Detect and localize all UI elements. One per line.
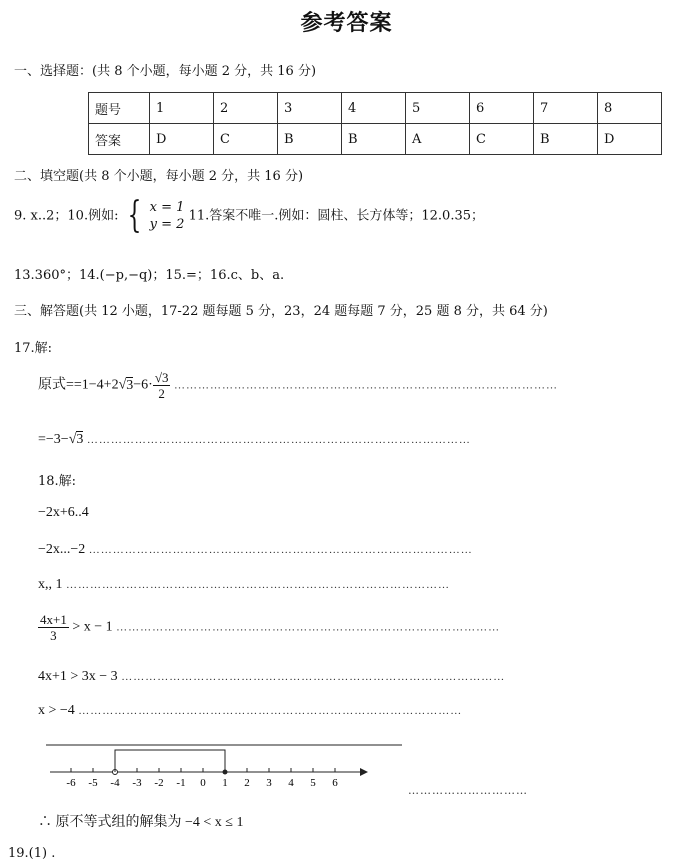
q18-step-5 xyxy=(38,669,505,685)
q18-step-3-expr: x,, 1 xyxy=(38,577,63,592)
table-cell: 1 xyxy=(150,93,214,124)
fill-line-1 xyxy=(14,195,485,236)
radicand: 3 xyxy=(76,432,84,447)
q18-step-6-expr: x > −4 xyxy=(38,703,75,718)
table-cell: B xyxy=(342,124,406,155)
dotted-leader: …………………………………………………………………………………… xyxy=(78,705,463,717)
q18-step-4 xyxy=(38,612,500,643)
q17-label: 17.解: xyxy=(14,341,53,356)
q17-step-2 xyxy=(38,432,471,448)
q17-step-1 xyxy=(38,370,558,401)
section-fill-heading: 二、填空题(共 8 个小题，每小题 2 分，共 16 分) xyxy=(14,169,304,184)
tick-label: 5 xyxy=(310,777,316,789)
fraction xyxy=(153,370,171,401)
table-cell: C xyxy=(214,124,278,155)
tick-label: 4 xyxy=(288,777,294,789)
fill-q11-q12: 11.答案不唯一.例如：圆柱、长方体等；12.0.35； xyxy=(188,208,485,224)
table-cell: 7 xyxy=(534,93,598,124)
table-row xyxy=(89,93,662,124)
axis-arrow-icon xyxy=(360,768,368,776)
fraction-numerator: 4x+1 xyxy=(40,612,67,627)
radical-symbol: √ xyxy=(68,432,77,447)
table-cell: B xyxy=(534,124,598,155)
fraction-denominator: 3 xyxy=(50,628,57,643)
section-choice-heading: 一、选择题：(共 8 个小题，每小题 2 分，共 16 分) xyxy=(14,64,317,79)
fraction-numerator: √3 xyxy=(154,370,169,385)
fraction-denominator: 2 xyxy=(158,386,165,401)
q18-step-5-expr: 4x+1 > 3x − 3 xyxy=(38,669,118,684)
answer-table xyxy=(88,92,662,155)
fill-q9-q10: 9. x..2；10.例如: xyxy=(14,208,119,224)
q18-step-3 xyxy=(38,577,450,593)
fraction xyxy=(38,612,69,643)
dotted-leader: …………………………………………………………………………………… xyxy=(86,434,471,446)
tick-label: -1 xyxy=(176,777,186,789)
table-cell: 3 xyxy=(278,93,342,124)
fill-line-2: 13.360°；14.(−p,−q)；15.=；16.c、b、a. xyxy=(14,268,285,283)
dotted-leader: …………………………………………………………………………………… xyxy=(66,579,450,591)
dotted-leader: …………………………………………………………………………………… xyxy=(88,544,473,556)
number-line xyxy=(40,738,440,790)
table-cell: A xyxy=(406,124,470,155)
brace-symbol: { xyxy=(127,195,141,236)
dotted-leader-short: ………………………… xyxy=(408,784,528,797)
q18-step-4-rest: > x − 1 xyxy=(72,619,113,635)
solution-bracket xyxy=(115,750,225,772)
q18-step-6 xyxy=(38,703,462,719)
tick-label: -4 xyxy=(110,777,120,789)
dotted-leader: …………………………………………………………………………………… xyxy=(121,671,506,683)
q17-step-1-expr: 原式==1−4+2 xyxy=(38,377,119,393)
table-cell: 5 xyxy=(406,93,470,124)
page-title: 参考答案 xyxy=(300,11,393,36)
dotted-leader: …………………………………………………………………………………… xyxy=(116,621,501,634)
section-solve-heading: 三、解答题(共 12 小题，17-22 题每题 5 分，23，24 题每题 7 分，25 题 8 分，共 64 分) xyxy=(14,304,548,319)
q18-step-1: −2x+6..4 xyxy=(38,505,89,520)
table-cell: D xyxy=(150,124,214,155)
q18-label: 18.解: xyxy=(38,474,77,489)
table-cell: 2 xyxy=(214,93,278,124)
q17-step-1-mid: −6· xyxy=(133,377,153,393)
radical-symbol: √ xyxy=(118,377,127,393)
table-cell: D xyxy=(598,124,662,155)
dotted-leader: …………………………………………………………………………………… xyxy=(173,379,558,392)
tick-label: -6 xyxy=(66,777,76,789)
tick-label: 6 xyxy=(332,777,338,789)
q19-label: 19.(1) . xyxy=(8,846,56,861)
tick-label: 1 xyxy=(222,777,228,789)
table-cell: 4 xyxy=(342,93,406,124)
q18-step-2-expr: −2x...−2 xyxy=(38,542,86,557)
table-header-label: 题号 xyxy=(89,93,150,124)
table-cell: B xyxy=(278,124,342,155)
equation-system xyxy=(150,199,185,233)
q18-step-2 xyxy=(38,542,473,558)
system-top: x = 1 xyxy=(149,200,185,215)
radicand: 3 xyxy=(126,377,134,393)
table-cell: 6 xyxy=(470,93,534,124)
tick-label: 3 xyxy=(266,777,272,789)
tick-label: -2 xyxy=(154,777,164,789)
q18-conclusion: ∴ 原不等式组的解集为 −4 < x ≤ 1 xyxy=(38,815,244,830)
tick-label: 0 xyxy=(200,777,206,789)
q17-step-2-expr: =−3− xyxy=(38,432,69,447)
tick-label: 2 xyxy=(244,777,250,789)
table-answer-label: 答案 xyxy=(89,124,150,155)
system-bottom: y = 2 xyxy=(149,217,185,232)
table-row xyxy=(89,124,662,155)
tick-label: -3 xyxy=(132,777,142,789)
table-cell: 8 xyxy=(598,93,662,124)
table-cell: C xyxy=(470,124,534,155)
tick-label: -5 xyxy=(88,777,98,789)
